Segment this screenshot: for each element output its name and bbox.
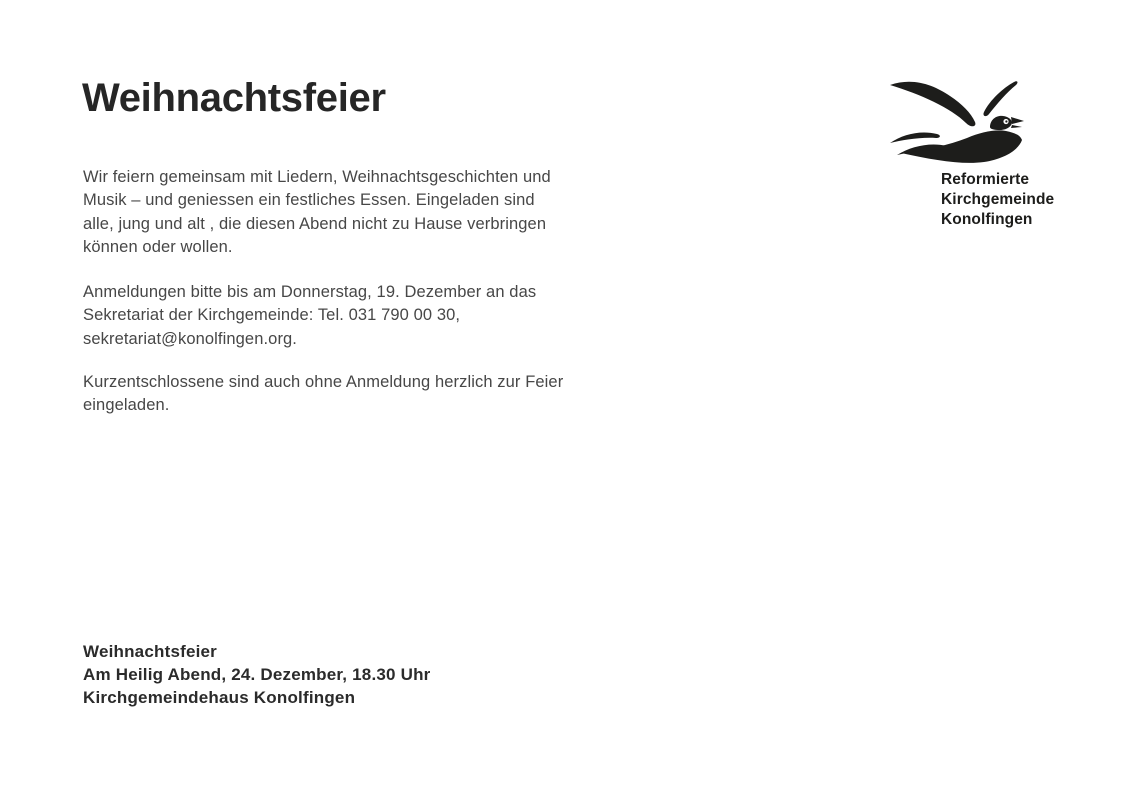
text-line: Wir feiern gemeinsam mit Liedern, Weihnachtsgeschichten und <box>83 168 551 186</box>
text-line: Anmeldungen bitte bis am Donnerstag, 19. Dezember an das <box>83 283 537 301</box>
dove-main-wing <box>890 82 975 127</box>
dove-far-wing <box>983 81 1017 116</box>
dove-icon <box>889 79 1025 169</box>
logo-line-place: Konolfingen <box>941 211 1033 228</box>
event-location-line: Kirchgemeindehaus Konolfingen <box>83 688 356 707</box>
event-title-line: Weihnachtsfeier <box>83 642 218 661</box>
text-line: können oder wollen. <box>83 238 233 257</box>
dove-feather-upper <box>890 132 940 143</box>
text-line: Musik – und geniessen ein festliches Essen. Eingeladen sind <box>83 191 535 210</box>
logo-text <box>941 170 1054 230</box>
text-line: Sekretariat der Kirchgemeinde: Tel. 031 790 00 30, <box>83 306 461 325</box>
event-datetime-line: Am Heilig Abend, 24. Dezember, 18.30 Uhr <box>83 665 431 684</box>
email-text-line: sekretariat@konolfingen.org. <box>83 329 297 348</box>
event-details <box>83 640 431 709</box>
page-title: Weihnachtsfeier <box>82 76 386 120</box>
logo-line-organization: Reformierte <box>941 171 1030 188</box>
text-line: Kurzentschlossene sind auch ohne Anmeldung herzlich zur Feier <box>83 373 564 391</box>
dove-beak-lower <box>1011 125 1022 128</box>
registration-paragraph <box>83 281 536 351</box>
intro-paragraph <box>83 166 551 260</box>
text-line: alle, jung und alt , die diesen Abend nicht zu Hause verbringen <box>83 214 547 233</box>
dove-beak-upper <box>1011 117 1024 124</box>
dove-head <box>990 116 1012 130</box>
dove-eye <box>1005 120 1007 122</box>
walk-in-paragraph <box>83 371 563 418</box>
logo-line-parish: Kirchgemeinde <box>941 191 1055 208</box>
church-logo <box>889 79 1025 169</box>
text-line: eingeladen. <box>83 396 170 415</box>
